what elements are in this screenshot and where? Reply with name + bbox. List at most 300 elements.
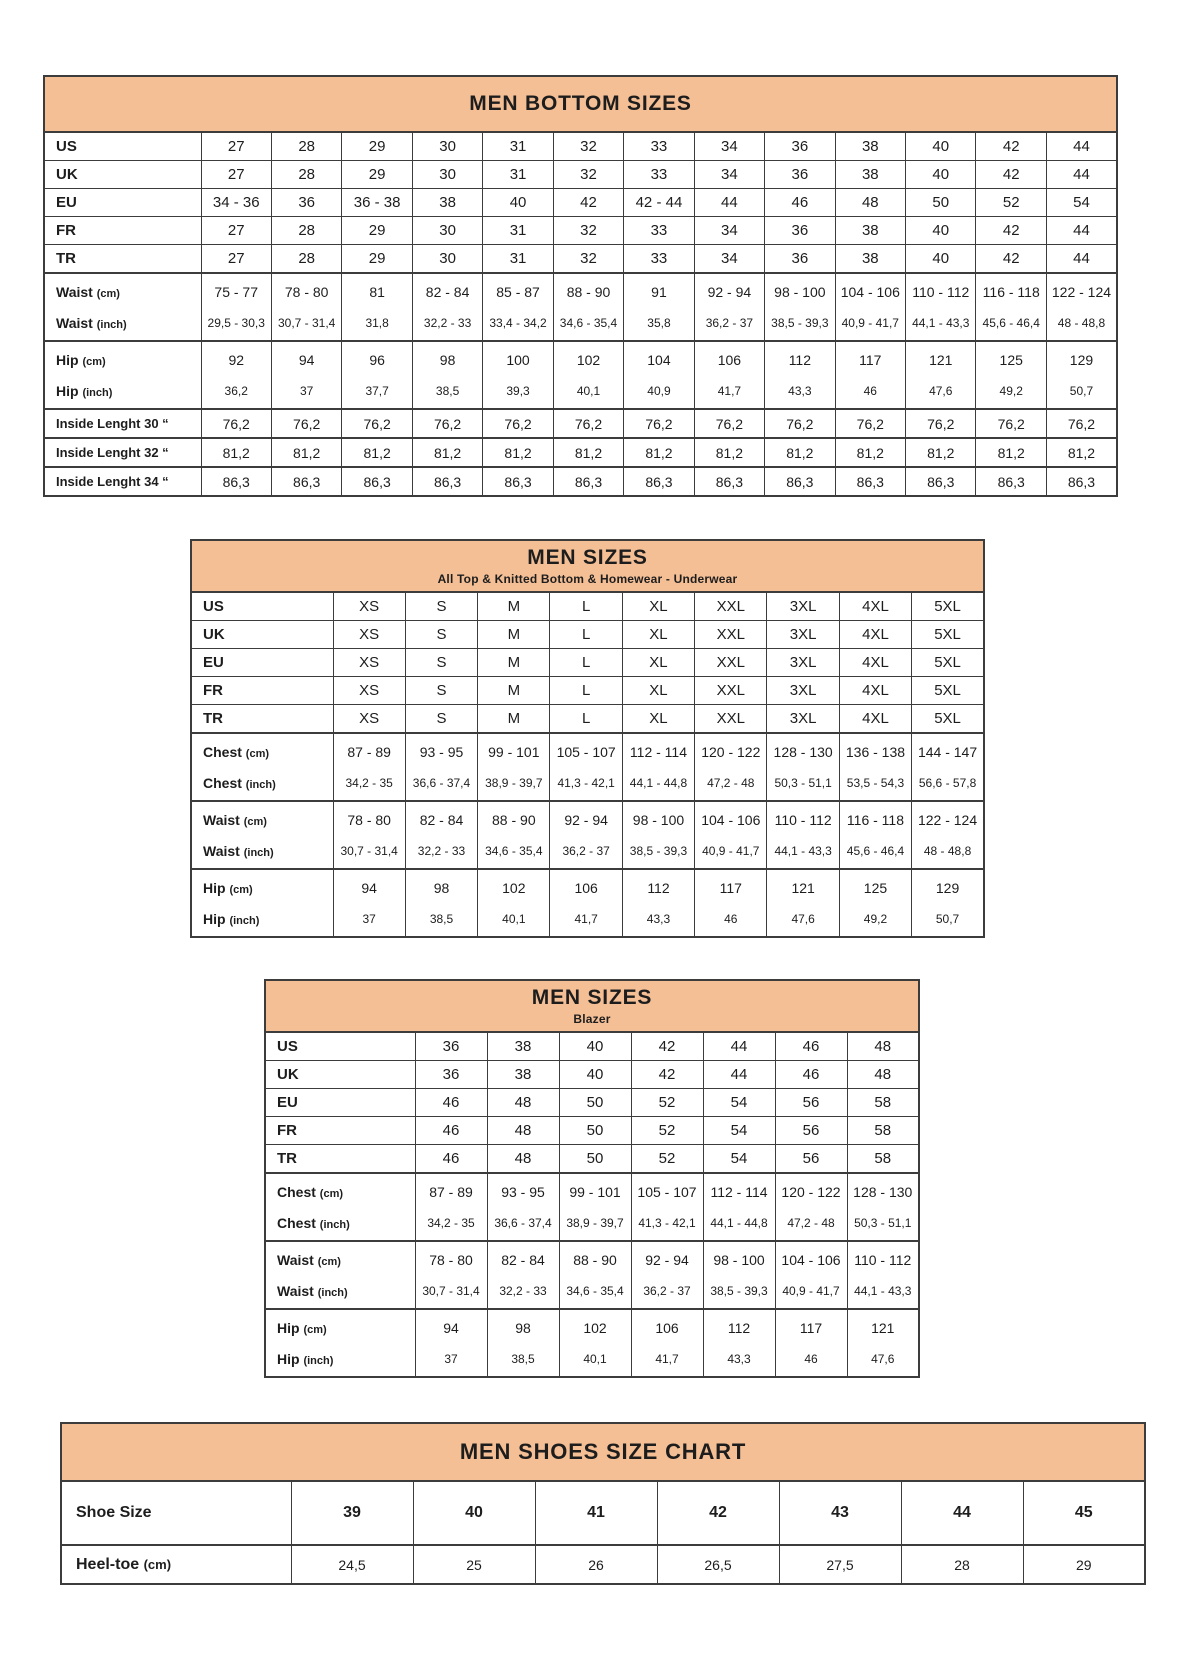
value-cell: 98 - 100	[765, 273, 835, 307]
row-label-text: US	[56, 138, 77, 155]
value-cell: 5XL	[912, 592, 984, 621]
table-row	[44, 217, 1117, 245]
value-cell: 102	[559, 1309, 631, 1343]
value-cell: XL	[622, 705, 694, 734]
value-cell: 36	[765, 245, 835, 274]
value-cell: 120 - 122	[695, 733, 767, 767]
value-cell: M	[478, 592, 550, 621]
value-cell: 92	[201, 341, 271, 375]
row-label-unit: (cm)	[319, 1187, 344, 1200]
row-label-unit: (inch)	[245, 778, 276, 791]
value-cell: 86,3	[271, 467, 341, 496]
value-cell: 3XL	[767, 705, 839, 734]
value-cell: 36	[271, 189, 341, 217]
value-cell: 44	[703, 1032, 775, 1061]
row-label-text: UK	[277, 1066, 299, 1083]
value-cell: 81,2	[765, 438, 835, 467]
value-cell: 52	[631, 1117, 703, 1145]
row-label	[191, 903, 333, 937]
row-label-text: Waist	[203, 811, 240, 828]
value-cell: 50,3 - 51,1	[847, 1207, 919, 1241]
row-label	[61, 1545, 291, 1584]
row-label	[265, 1089, 415, 1117]
value-cell: 34,6 - 35,4	[478, 835, 550, 869]
row-label-unit: (inch)	[303, 1354, 334, 1367]
value-cell: XXL	[695, 649, 767, 677]
row-label	[191, 705, 333, 734]
value-cell: 86,3	[483, 467, 553, 496]
value-cell: XXL	[695, 677, 767, 705]
value-cell: 42	[976, 245, 1046, 274]
value-cell: 47,6	[847, 1343, 919, 1377]
value-cell: 128 - 130	[767, 733, 839, 767]
table-row	[44, 132, 1117, 161]
value-cell: XL	[622, 592, 694, 621]
table-row	[44, 467, 1117, 496]
table-row	[44, 189, 1117, 217]
value-cell: 42	[976, 132, 1046, 161]
value-cell: 31	[483, 217, 553, 245]
value-cell: 40	[483, 189, 553, 217]
value-cell: 76,2	[835, 409, 905, 438]
value-cell: 38,5 - 39,3	[703, 1275, 775, 1309]
row-label-text: Hip	[56, 351, 79, 368]
value-cell: 46	[415, 1089, 487, 1117]
row-label	[44, 273, 201, 307]
table-header-row	[44, 76, 1117, 132]
value-cell: 106	[550, 869, 622, 903]
table-row	[44, 409, 1117, 438]
value-cell: 33	[624, 132, 694, 161]
value-cell: 117	[775, 1309, 847, 1343]
value-cell: 88 - 90	[478, 801, 550, 835]
value-cell: 81,2	[835, 438, 905, 467]
table-row	[44, 273, 1117, 307]
value-cell: M	[478, 649, 550, 677]
value-cell: 40,1	[553, 375, 623, 409]
value-cell: 76,2	[694, 409, 764, 438]
value-cell: 76,2	[1046, 409, 1117, 438]
table-row	[44, 161, 1117, 189]
value-cell: 41	[535, 1481, 657, 1545]
value-cell: 98 - 100	[703, 1241, 775, 1275]
value-cell: 76,2	[271, 409, 341, 438]
value-cell: 48	[487, 1117, 559, 1145]
value-cell: 41,3 - 42,1	[631, 1207, 703, 1241]
value-cell: 47,6	[906, 375, 976, 409]
row-label	[44, 438, 201, 467]
value-cell: 40	[906, 245, 976, 274]
value-cell: 129	[1046, 341, 1117, 375]
value-cell: 29	[342, 217, 412, 245]
value-cell: 41,7	[631, 1343, 703, 1377]
value-cell: 40	[559, 1061, 631, 1089]
value-cell: 94	[415, 1309, 487, 1343]
value-cell: 48	[847, 1061, 919, 1089]
value-cell: 4XL	[839, 592, 911, 621]
table-row	[191, 869, 984, 903]
row-label	[191, 801, 333, 835]
value-cell: 98	[412, 341, 482, 375]
value-cell: 92 - 94	[550, 801, 622, 835]
row-label	[191, 733, 333, 767]
men-top-sizes-section	[190, 539, 1200, 938]
men-bottom-sizes-table	[43, 75, 1118, 497]
value-cell: 112 - 114	[622, 733, 694, 767]
value-cell: 42	[657, 1481, 779, 1545]
value-cell: 92 - 94	[631, 1241, 703, 1275]
value-cell: 121	[767, 869, 839, 903]
value-cell: 56	[775, 1089, 847, 1117]
value-cell: 86,3	[624, 467, 694, 496]
row-label	[44, 189, 201, 217]
value-cell: 54	[703, 1117, 775, 1145]
value-cell: 78 - 80	[333, 801, 405, 835]
value-cell: 33	[624, 245, 694, 274]
value-cell: 38,5	[487, 1343, 559, 1377]
table-row	[265, 1343, 919, 1377]
row-label-text: Hip	[203, 910, 226, 927]
value-cell: 28	[271, 161, 341, 189]
row-label-text: Heel-toe	[76, 1555, 140, 1573]
value-cell: 86,3	[765, 467, 835, 496]
value-cell: 40,1	[478, 903, 550, 937]
row-label-text: EU	[56, 194, 77, 211]
value-cell: 45,6 - 46,4	[839, 835, 911, 869]
value-cell: 76,2	[201, 409, 271, 438]
value-cell: 38	[412, 189, 482, 217]
table-row	[265, 1145, 919, 1174]
value-cell: 4XL	[839, 705, 911, 734]
value-cell: 81,2	[1046, 438, 1117, 467]
value-cell: 91	[624, 273, 694, 307]
value-cell: M	[478, 621, 550, 649]
table-row	[265, 1207, 919, 1241]
table-title: MEN BOTTOM SIZES	[469, 92, 692, 116]
value-cell: 45	[1023, 1481, 1145, 1545]
value-cell: 50,3 - 51,1	[767, 767, 839, 801]
row-label-text: Chest	[277, 1183, 316, 1200]
value-cell: 48	[487, 1145, 559, 1174]
value-cell: 102	[553, 341, 623, 375]
table-title-cell	[61, 1423, 1145, 1481]
value-cell: M	[478, 705, 550, 734]
value-cell: 76,2	[624, 409, 694, 438]
row-label-text: Shoe Size	[76, 1504, 152, 1521]
value-cell: 44,1 - 44,8	[703, 1207, 775, 1241]
row-label	[44, 409, 201, 438]
value-cell: 27	[201, 161, 271, 189]
row-label-text: Chest	[277, 1214, 316, 1231]
value-cell: 78 - 80	[271, 273, 341, 307]
value-cell: 98	[487, 1309, 559, 1343]
value-cell: 50	[559, 1089, 631, 1117]
value-cell: 48	[847, 1032, 919, 1061]
value-cell: 32	[553, 132, 623, 161]
value-cell: 86,3	[553, 467, 623, 496]
table-row	[265, 1089, 919, 1117]
value-cell: 100	[483, 341, 553, 375]
value-cell: 86,3	[906, 467, 976, 496]
value-cell: 45,6 - 46,4	[976, 307, 1046, 341]
value-cell: 122 - 124	[1046, 273, 1117, 307]
value-cell: S	[405, 705, 477, 734]
value-cell: 105 - 107	[550, 733, 622, 767]
value-cell: 33	[624, 217, 694, 245]
row-label	[191, 649, 333, 677]
table-row	[265, 1032, 919, 1061]
row-label-text: Inside Lenght 34 “	[56, 474, 169, 489]
value-cell: 58	[847, 1117, 919, 1145]
value-cell: 36,2 - 37	[550, 835, 622, 869]
value-cell: 40,9 - 41,7	[775, 1275, 847, 1309]
value-cell: 85 - 87	[483, 273, 553, 307]
value-cell: 112	[765, 341, 835, 375]
row-label-text: Waist	[56, 314, 93, 331]
value-cell: 40,9 - 41,7	[695, 835, 767, 869]
table-row	[44, 245, 1117, 274]
value-cell: 129	[912, 869, 984, 903]
value-cell: 96	[342, 341, 412, 375]
value-cell: 76,2	[342, 409, 412, 438]
value-cell: 34,6 - 35,4	[559, 1275, 631, 1309]
value-cell: 87 - 89	[333, 733, 405, 767]
value-cell: 36	[415, 1032, 487, 1061]
value-cell: 47,2 - 48	[775, 1207, 847, 1241]
value-cell: 81,2	[976, 438, 1046, 467]
row-label	[265, 1309, 415, 1343]
row-label-unit: (cm)	[303, 1323, 327, 1336]
row-label-text: US	[277, 1038, 298, 1055]
value-cell: 3XL	[767, 677, 839, 705]
value-cell: 82 - 84	[405, 801, 477, 835]
value-cell: 34	[694, 245, 764, 274]
value-cell: 38,5	[405, 903, 477, 937]
row-label-text: TR	[56, 250, 76, 267]
value-cell: 104 - 106	[695, 801, 767, 835]
row-label	[191, 677, 333, 705]
row-label-unit: (inch)	[243, 846, 274, 859]
value-cell: 117	[695, 869, 767, 903]
value-cell: 46	[775, 1032, 847, 1061]
value-cell: 122 - 124	[912, 801, 984, 835]
value-cell: 38	[835, 132, 905, 161]
table-row	[191, 767, 984, 801]
value-cell: 28	[901, 1545, 1023, 1584]
value-cell: 76,2	[553, 409, 623, 438]
value-cell: XXL	[695, 705, 767, 734]
value-cell: L	[550, 649, 622, 677]
value-cell: 98 - 100	[622, 801, 694, 835]
value-cell: 38	[487, 1032, 559, 1061]
value-cell: 136 - 138	[839, 733, 911, 767]
value-cell: 81,2	[694, 438, 764, 467]
value-cell: 44	[694, 189, 764, 217]
value-cell: 86,3	[201, 467, 271, 496]
value-cell: 28	[271, 132, 341, 161]
row-label-unit: (inch)	[317, 1286, 348, 1299]
row-label-text: Waist	[56, 283, 93, 300]
row-label-text: EU	[277, 1094, 298, 1111]
value-cell: 93 - 95	[487, 1173, 559, 1207]
value-cell: 33	[624, 161, 694, 189]
value-cell: 44	[1046, 245, 1117, 274]
value-cell: 5XL	[912, 621, 984, 649]
value-cell: 104 - 106	[835, 273, 905, 307]
row-label	[44, 375, 201, 409]
value-cell: XS	[333, 592, 405, 621]
value-cell: 76,2	[976, 409, 1046, 438]
value-cell: 112 - 114	[703, 1173, 775, 1207]
value-cell: 38	[835, 217, 905, 245]
value-cell: 76,2	[412, 409, 482, 438]
value-cell: 30	[412, 217, 482, 245]
value-cell: 81,2	[412, 438, 482, 467]
value-cell: 110 - 112	[906, 273, 976, 307]
value-cell: 86,3	[342, 467, 412, 496]
value-cell: L	[550, 621, 622, 649]
value-cell: 40,9 - 41,7	[835, 307, 905, 341]
value-cell: 38,5 - 39,3	[765, 307, 835, 341]
value-cell: 106	[694, 341, 764, 375]
row-label-text: UK	[56, 166, 78, 183]
value-cell: 93 - 95	[405, 733, 477, 767]
value-cell: 38,9 - 39,7	[478, 767, 550, 801]
table-row	[61, 1545, 1145, 1584]
row-label-text: UK	[203, 626, 225, 643]
value-cell: 32,2 - 33	[487, 1275, 559, 1309]
value-cell: 39,3	[483, 375, 553, 409]
row-label	[265, 1343, 415, 1377]
value-cell: 88 - 90	[559, 1241, 631, 1275]
value-cell: 46	[775, 1343, 847, 1377]
value-cell: 24,5	[291, 1545, 413, 1584]
men-shoes-size-chart-table	[60, 1422, 1146, 1585]
row-label-unit: (cm)	[245, 747, 270, 760]
value-cell: S	[405, 621, 477, 649]
value-cell: 40,1	[559, 1343, 631, 1377]
men-blazer-sizes-table	[264, 979, 920, 1378]
value-cell: 43	[779, 1481, 901, 1545]
table-row	[265, 1061, 919, 1089]
value-cell: 53,5 - 54,3	[839, 767, 911, 801]
row-label	[191, 835, 333, 869]
value-cell: 41,7	[694, 375, 764, 409]
value-cell: 34,2 - 35	[333, 767, 405, 801]
row-label-text: FR	[203, 682, 223, 699]
row-label-text: Inside Lenght 30 “	[56, 416, 169, 431]
value-cell: 58	[847, 1089, 919, 1117]
value-cell: 82 - 84	[412, 273, 482, 307]
value-cell: 46	[415, 1117, 487, 1145]
value-cell: 112	[703, 1309, 775, 1343]
value-cell: XXL	[695, 621, 767, 649]
row-label-text: FR	[277, 1122, 297, 1139]
value-cell: 44	[1046, 161, 1117, 189]
row-label-text: Waist	[203, 842, 240, 859]
value-cell: 120 - 122	[775, 1173, 847, 1207]
value-cell: 94	[333, 869, 405, 903]
men-top-sizes-table	[190, 539, 985, 938]
row-label	[44, 307, 201, 341]
value-cell: 81,2	[553, 438, 623, 467]
row-label-unit: (inch)	[82, 386, 113, 399]
value-cell: 32	[553, 217, 623, 245]
value-cell: 36,2 - 37	[631, 1275, 703, 1309]
value-cell: 26,5	[657, 1545, 779, 1584]
table-header-row	[61, 1423, 1145, 1481]
value-cell: 4XL	[839, 677, 911, 705]
value-cell: 75 - 77	[201, 273, 271, 307]
row-label-text: Hip	[277, 1350, 300, 1367]
men-bottom-sizes-section	[43, 75, 1200, 497]
value-cell: 4XL	[839, 649, 911, 677]
table-row	[265, 1309, 919, 1343]
men-blazer-sizes-section	[264, 979, 1200, 1378]
table-row	[265, 1173, 919, 1207]
value-cell: 42 - 44	[624, 189, 694, 217]
table-title: MEN SIZES	[527, 546, 648, 570]
value-cell: 102	[478, 869, 550, 903]
value-cell: 88 - 90	[553, 273, 623, 307]
value-cell: 81,2	[342, 438, 412, 467]
table-row	[44, 307, 1117, 341]
value-cell: 40	[906, 132, 976, 161]
table-subtitle: All Top & Knitted Bottom & Homewear - Underwear	[437, 571, 738, 586]
value-cell: 38,5	[412, 375, 482, 409]
table-title: MEN SHOES SIZE CHART	[459, 1438, 747, 1464]
row-label	[44, 132, 201, 161]
value-cell: 25	[413, 1545, 535, 1584]
value-cell: 46	[765, 189, 835, 217]
row-label-unit: (cm)	[96, 287, 120, 300]
value-cell: 41,7	[550, 903, 622, 937]
value-cell: 144 - 147	[912, 733, 984, 767]
value-cell: 34,6 - 35,4	[553, 307, 623, 341]
value-cell: 86,3	[1046, 467, 1117, 496]
value-cell: 81,2	[624, 438, 694, 467]
value-cell: 42	[976, 161, 1046, 189]
value-cell: 43,3	[703, 1343, 775, 1377]
value-cell: 44	[1046, 217, 1117, 245]
value-cell: 46	[415, 1145, 487, 1174]
table-row	[191, 621, 984, 649]
value-cell: 33,4 - 34,2	[483, 307, 553, 341]
table-row	[265, 1117, 919, 1145]
value-cell: 30,7 - 31,4	[333, 835, 405, 869]
value-cell: 82 - 84	[487, 1241, 559, 1275]
value-cell: 37	[415, 1343, 487, 1377]
value-cell: 27	[201, 217, 271, 245]
value-cell: 35,8	[624, 307, 694, 341]
row-label	[265, 1207, 415, 1241]
value-cell: 36,2	[201, 375, 271, 409]
value-cell: XS	[333, 705, 405, 734]
value-cell: 38	[487, 1061, 559, 1089]
value-cell: 32,2 - 33	[405, 835, 477, 869]
value-cell: 76,2	[483, 409, 553, 438]
value-cell: 86,3	[412, 467, 482, 496]
value-cell: 110 - 112	[847, 1241, 919, 1275]
value-cell: 5XL	[912, 705, 984, 734]
value-cell: XL	[622, 621, 694, 649]
row-label-text: US	[203, 598, 224, 615]
value-cell: 50	[559, 1117, 631, 1145]
value-cell: 48	[487, 1089, 559, 1117]
value-cell: 28	[271, 245, 341, 274]
table-header-row	[265, 980, 919, 1032]
value-cell: 34	[694, 161, 764, 189]
